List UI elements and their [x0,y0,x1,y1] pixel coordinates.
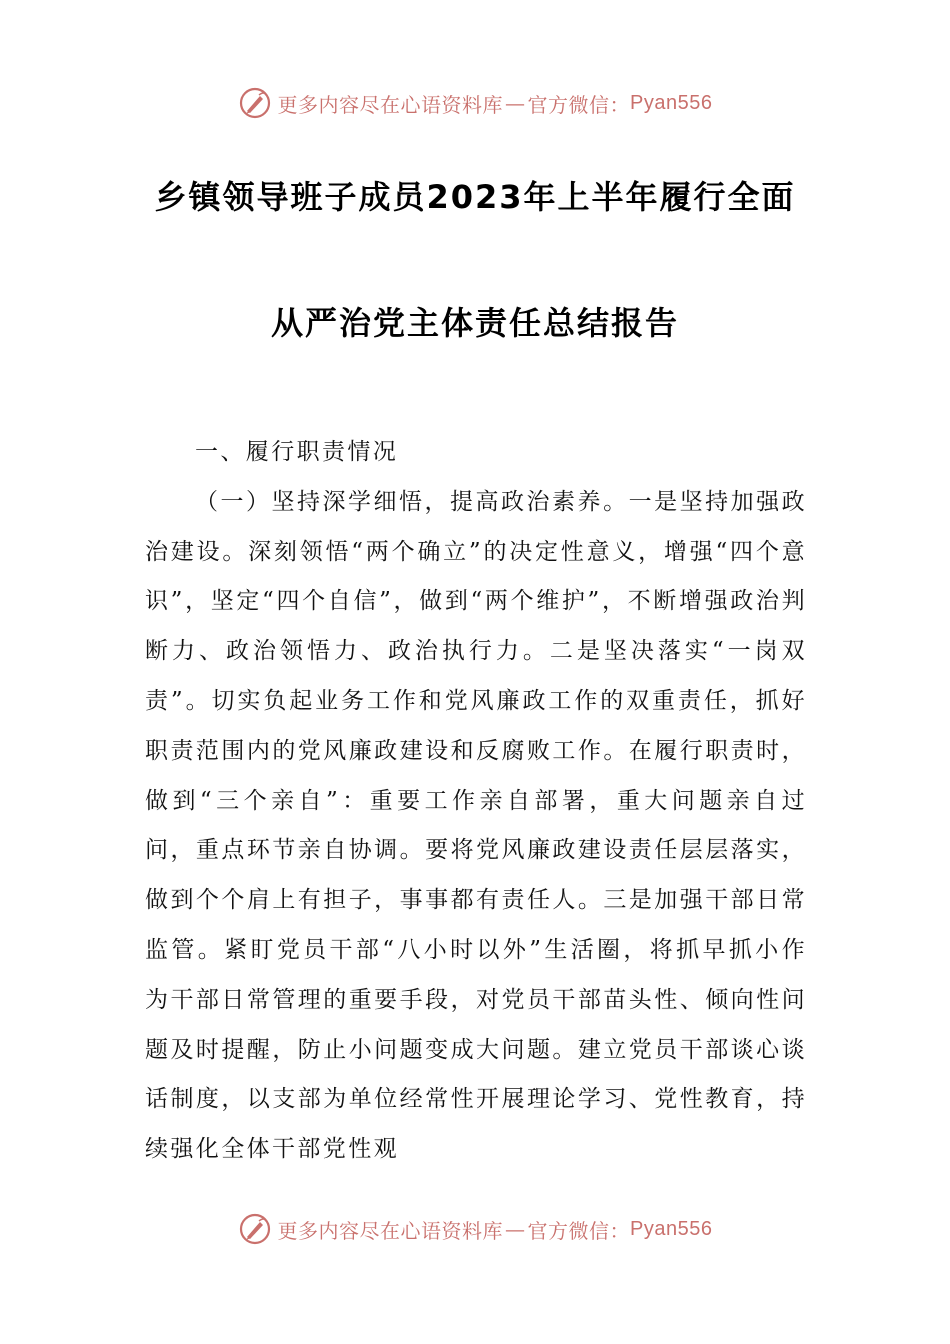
watermark-header [0,83,950,123]
watermark-wechat-id: Pyan556 [630,1217,713,1240]
watermark-separator: — [505,91,526,115]
watermark-separator: — [505,1217,526,1241]
document-title-line-2: 从严治党主体责任总结报告 [270,304,679,342]
section-heading: 一、履行职责情况 [195,439,399,465]
watermark-footer [0,1209,950,1249]
pen-logo-icon [238,86,272,120]
watermark-text: 更多内容尽在心语资料库 [277,1218,504,1243]
watermark-wechat-label: 官方微信： [527,1218,631,1243]
paragraph: （一）坚持深学细悟，提高政治素养。一是坚持加强政治建设。深刻领悟“两个确立”的决定性意义，增强“四个意识”，坚定“四个自信”，做到“两个维护”，不断增强政治判断力、政治领悟力、政治执行力。二是坚决落实“一岗双责”。切实负起业务工作和党风廉政工作的双重责任，抓好职责范围内的党风廉政建设和反腐败工作。在履行职责时，做到“三个亲自”：重要工作亲自部署，重大问题亲自过问，重点环节亲自协调。要将党风廉政建设责任层层落实，做到个个肩上有担子，事事都有责任人。三是加强干部日常监管。紧盯党员干部“八小时以外”生活圈，将抓早抓小作为干部日常管理的重要手段，对党员干部苗头性、倾向性问题及时提醒，防止小问题变成大问题。建立党员干部谈心谈话制度，以支部为单位经常性开展理论学习、党性教育，持续强化全体干部党性观 [145,488,807,1163]
watermark-text: 更多内容尽在心语资料库 [277,92,504,117]
watermark-wechat-label: 官方微信： [527,92,631,117]
pen-logo-icon [238,1212,272,1246]
document-title-line-1: 乡镇领导班子成员2023年上半年履行全面 [154,178,796,216]
document-body [145,428,807,1175]
watermark-wechat-id: Pyan556 [630,91,713,114]
